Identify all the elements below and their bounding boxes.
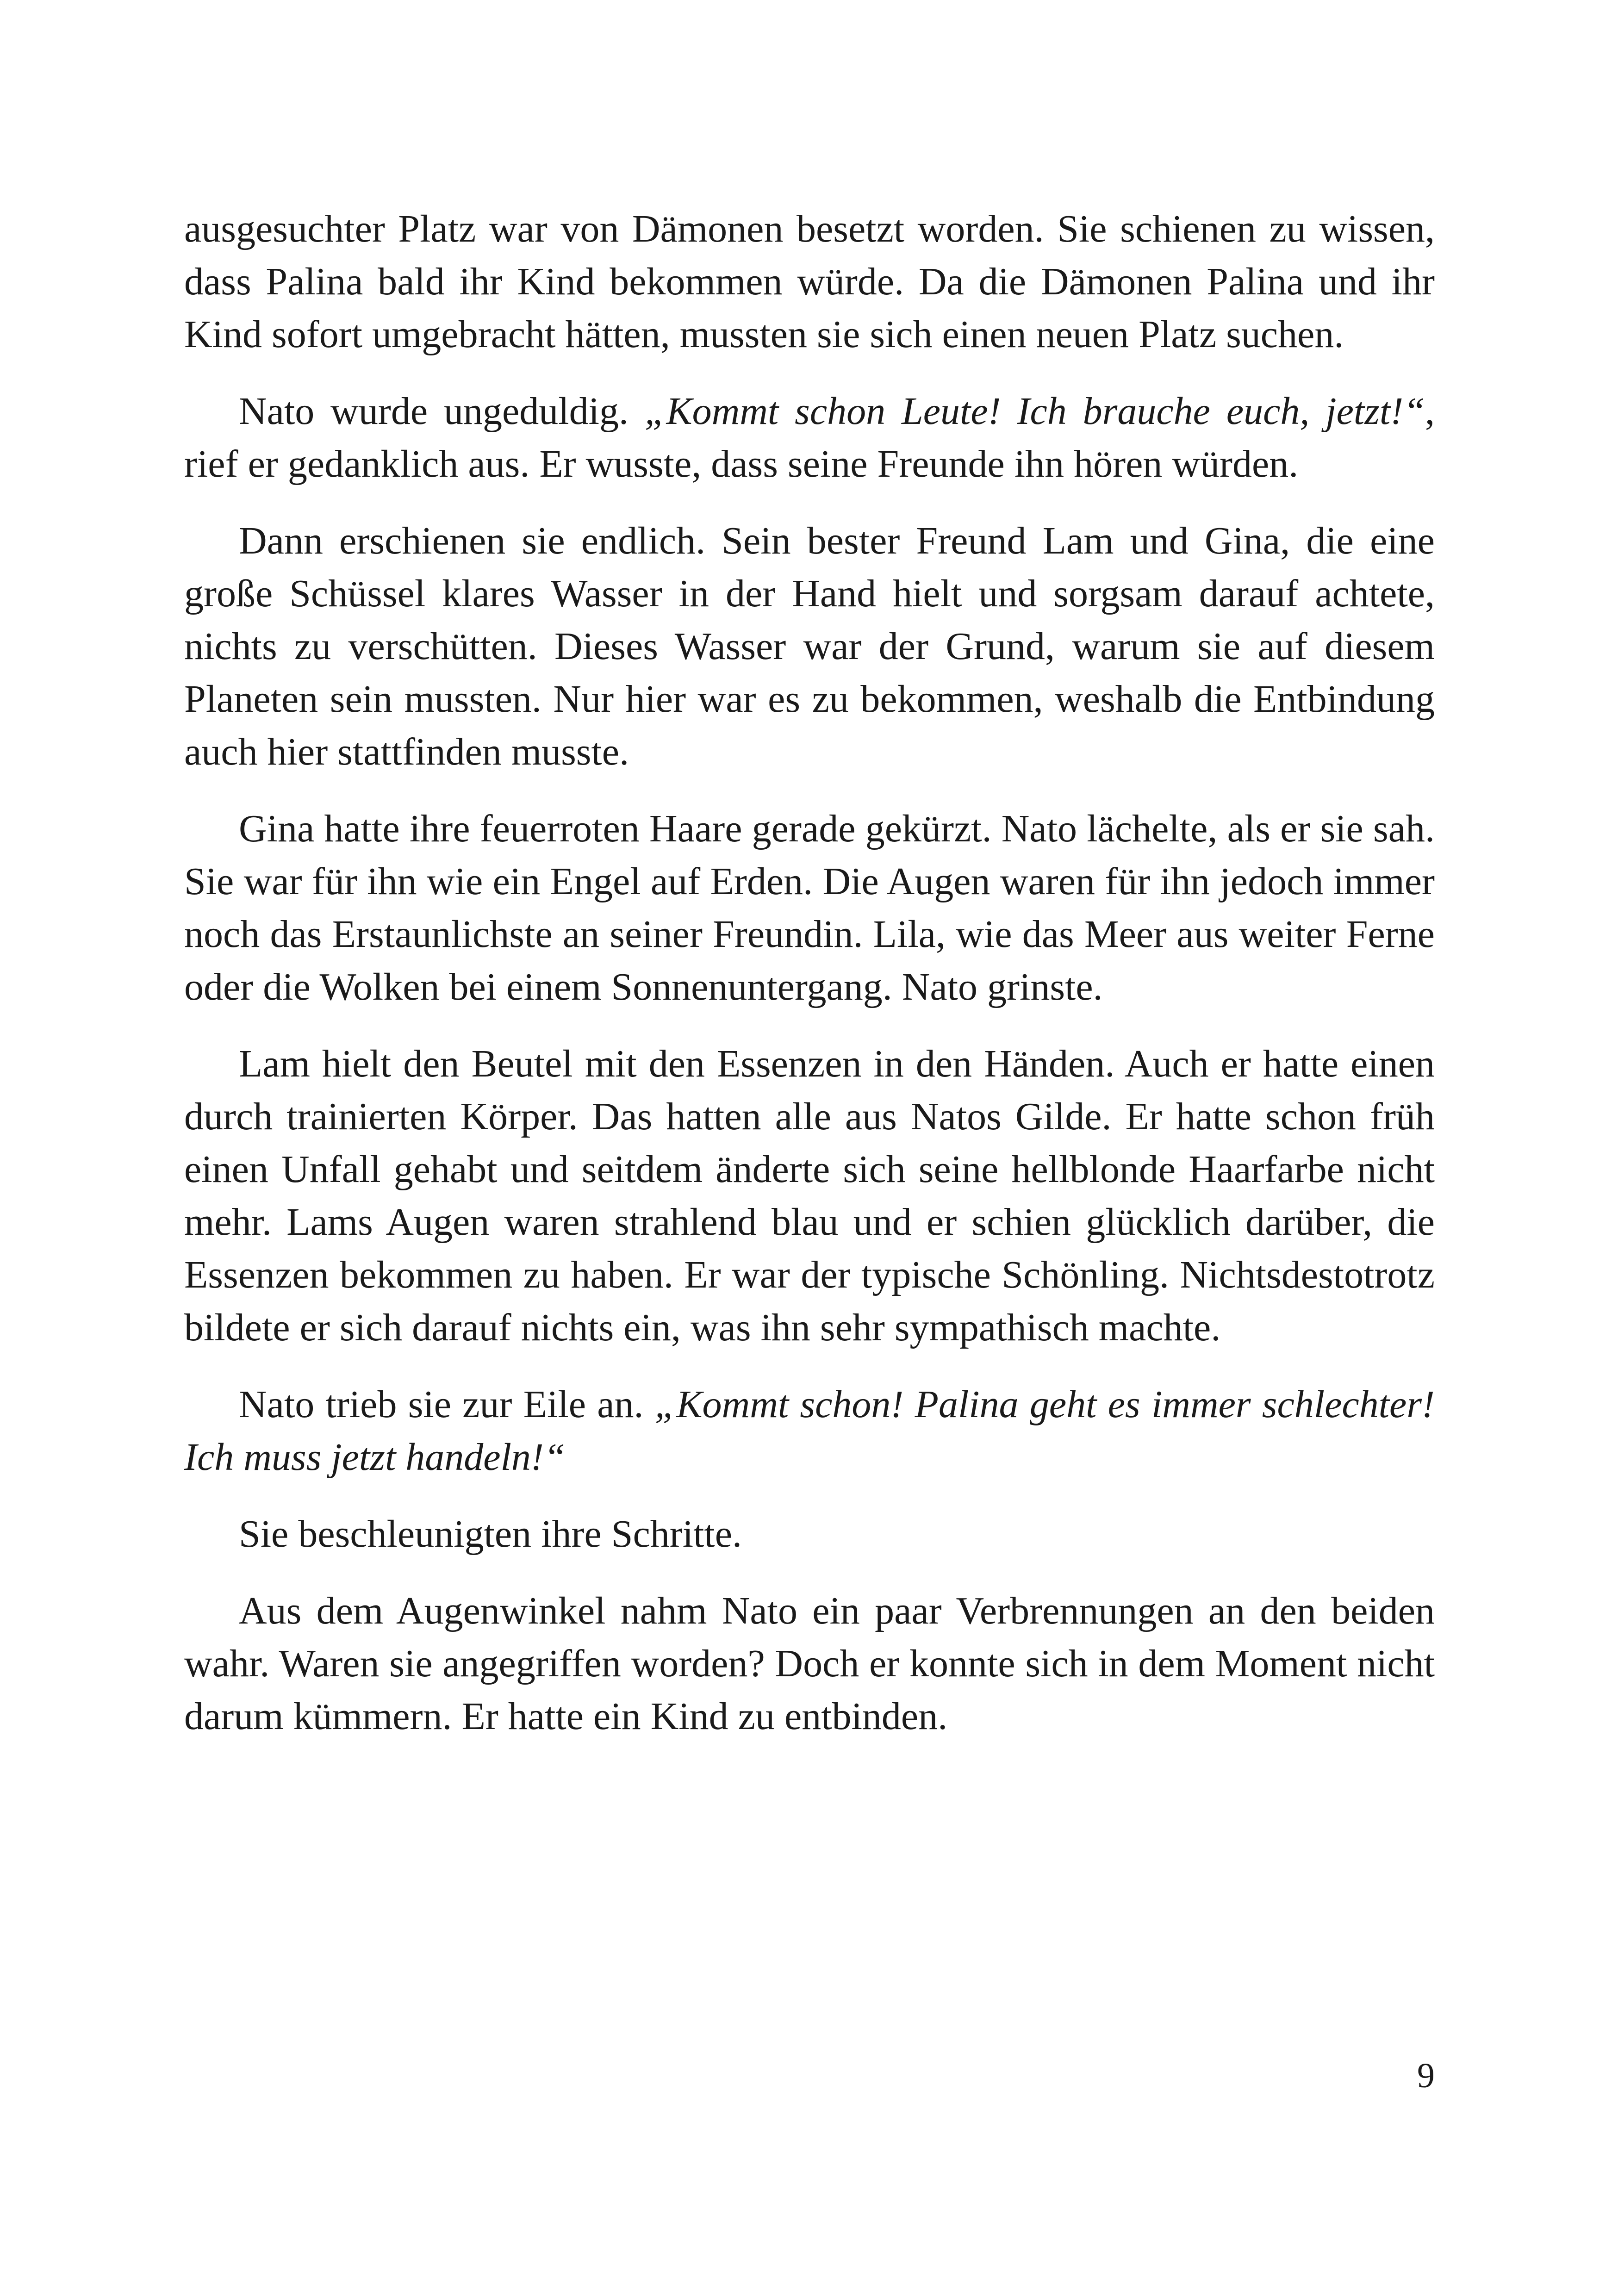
paragraph-6-text: Nato trieb sie zur Eile an. — [239, 1383, 655, 1426]
paragraph-4 — [184, 803, 1435, 1014]
paragraph-4-text: Gina hatte ihre feuerroten Haare gerade gekürzt. Nato lächelte, als er sie sah. Sie war für ihn wie ein Engel auf Erden. Die Augen waren für ihn jedoch immer noch das Erstaunlichste an seiner Freundin. Lila, wie das Meer aus weiter Ferne oder die Wolken bei einem Sonnenuntergang. Nato grinste. — [184, 807, 1435, 1008]
paragraph-2 — [184, 385, 1435, 491]
paragraph-6 — [184, 1378, 1435, 1484]
paragraph-2-speech: „Kommt schon Leute! Ich brauche euch, jetzt!“ — [644, 390, 1425, 433]
paragraph-8-text: Aus dem Augenwinkel nahm Nato ein paar Verbrennungen an den beiden wahr. Waren sie angegriffen worden? Doch er konnte sich in dem Moment nicht darum kümmern. Er hatte ein Kind zu entbinden. — [184, 1589, 1435, 1738]
paragraph-1 — [184, 203, 1435, 361]
paragraph-3 — [184, 515, 1435, 778]
paragraph-5 — [184, 1038, 1435, 1354]
paragraph-2-text-a: Nato wurde ungeduldig. — [239, 390, 645, 433]
paragraph-7-text: Sie beschleunigten ihre Schritte. — [239, 1512, 742, 1556]
paragraph-2-text-b: , rief er gedanklich aus. Er wusste, dass seine Freunde ihn hören würden. — [184, 390, 1435, 485]
paragraph-3-text: Dann erschienen sie endlich. Sein bester Freund Lam und Gina, die eine große Schüssel klares Wasser in der Hand hielt und sorgsam darauf achtete, nichts zu verschütten. Dieses Wasser war der Grund, warum sie auf diesem Planeten sein mussten. Nur hier war es zu bekommen, weshalb die Entbindung auch hier stattfinden musste. — [184, 519, 1435, 773]
paragraph-5-text: Lam hielt den Beutel mit den Essenzen in den Händen. Auch er hatte einen durch trainierten Körper. Das hatten alle aus Natos Gilde. Er hatte schon früh einen Unfall gehabt und seitdem änderte sich seine hellblonde Haarfarbe nicht mehr. Lams Augen waren strahlend blau und er schien glücklich darüber, die Essenzen bekommen zu haben. Er war der typische Schönling. Nichtsdestotrotz bildete er sich darauf nichts ein, was ihn sehr sympathisch machte. — [184, 1042, 1435, 1349]
paragraph-7 — [184, 1508, 1435, 1561]
paragraph-8 — [184, 1585, 1435, 1743]
paragraph-6-speech: „Kommt schon! Palina geht es immer schlechter! Ich muss jetzt handeln!“ — [184, 1383, 1435, 1479]
page-body — [184, 203, 1435, 1767]
page-number: 9 — [1417, 2056, 1435, 2095]
paragraph-1-text: ausgesuchter Platz war von Dämonen besetzt worden. Sie schienen zu wissen, dass Palina bald ihr Kind bekommen würde. Da die Dämonen Palina und ihr Kind sofort umgebracht hätten, mussten sie sich einen neuen Platz suchen. — [184, 207, 1435, 356]
